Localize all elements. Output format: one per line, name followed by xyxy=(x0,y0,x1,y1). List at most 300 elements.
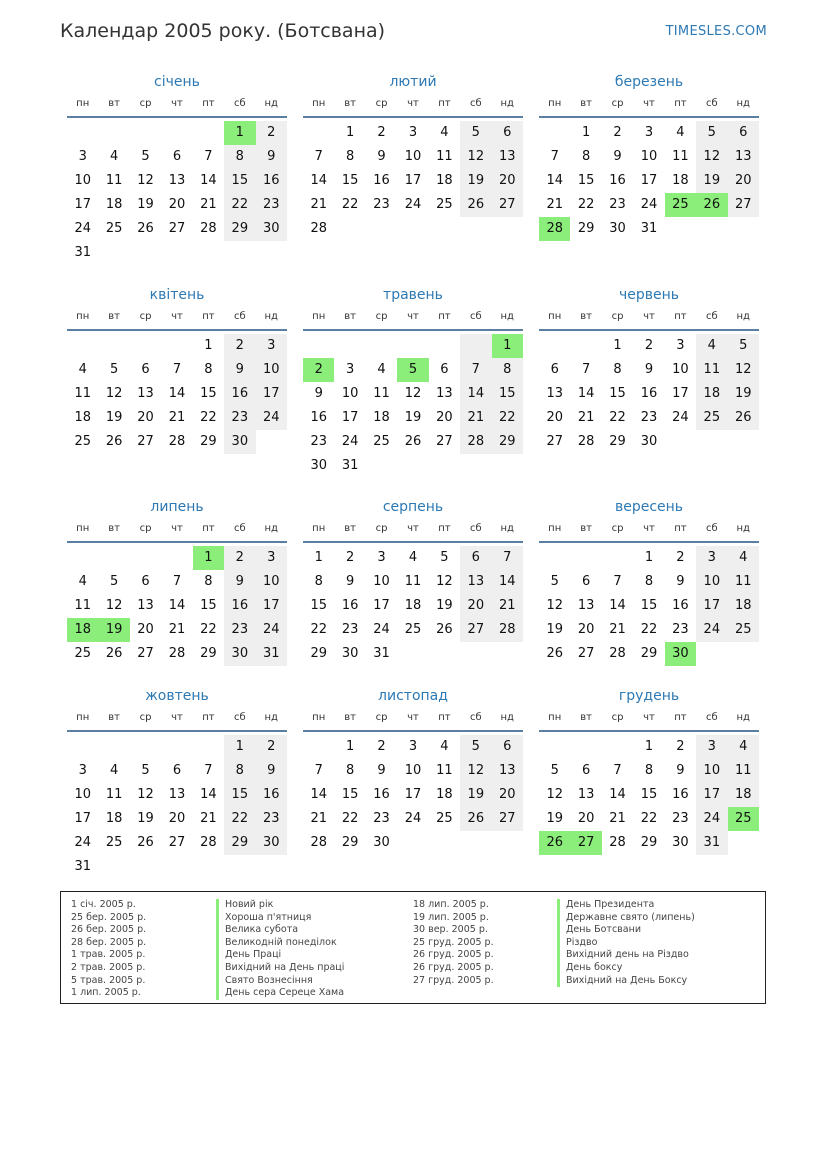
day-cell: 17 xyxy=(640,173,658,188)
day-cell: 15 xyxy=(640,598,658,613)
day-cell: 6 xyxy=(492,121,523,145)
empty-cell xyxy=(193,121,224,145)
day-cell: 23 xyxy=(256,807,287,831)
weekday-label: вт xyxy=(344,98,356,109)
day-cell: 16 xyxy=(341,598,359,613)
day-cell: 25 xyxy=(373,434,390,449)
day-cell: 6 xyxy=(550,362,559,377)
weekday-label: чт xyxy=(171,98,183,109)
day-cell: 15 xyxy=(341,173,359,188)
weekday-label: пт xyxy=(438,311,451,322)
weekday-label: ср xyxy=(611,311,624,322)
day-cell: 20 xyxy=(577,622,595,637)
day-cell: 19 xyxy=(137,197,154,212)
day-cell: 15 xyxy=(341,787,359,802)
day-cell: 5 xyxy=(460,735,491,759)
day-cell: 7 xyxy=(172,362,182,377)
day-cell: 13 xyxy=(577,787,595,802)
day-cell: 29 xyxy=(224,217,255,241)
day-cell: 10 xyxy=(640,149,658,164)
day-cell: 4 xyxy=(109,149,119,164)
day-cell: 17 xyxy=(404,787,422,802)
day-cell: 1 xyxy=(345,739,355,754)
day-cell: 7 xyxy=(204,149,213,164)
day-cell: 25 xyxy=(74,646,91,661)
day-cell: 22 xyxy=(341,197,359,212)
week-row xyxy=(67,334,287,358)
empty-cell xyxy=(98,735,129,759)
weekday-label: пн xyxy=(312,523,326,534)
day-cell: 11 xyxy=(74,386,91,401)
empty-cell xyxy=(397,831,428,855)
weekday-label: нд xyxy=(500,98,514,109)
empty-cell xyxy=(334,217,365,241)
day-cell: 9 xyxy=(377,763,386,778)
day-cell: 7 xyxy=(314,763,323,778)
day-cell: 11 xyxy=(696,358,727,382)
day-cell: 12 xyxy=(137,787,154,802)
weekday-label: нд xyxy=(500,311,514,322)
weekday-label: пт xyxy=(438,523,451,534)
day-cell: 13 xyxy=(577,598,595,613)
day-cell: 8 xyxy=(345,149,355,164)
day-cell: 15 xyxy=(200,386,217,401)
day-cell: 22 xyxy=(341,811,359,826)
holiday-name: День Праці xyxy=(216,949,344,962)
week-row xyxy=(539,193,759,217)
day-cell: 29 xyxy=(640,835,658,850)
day-cell: 13 xyxy=(492,145,523,169)
week-row xyxy=(539,759,759,783)
weekday-label: пн xyxy=(76,311,90,322)
day-cell: 8 xyxy=(644,574,654,589)
weekday-label: ср xyxy=(375,523,388,534)
month-name: квітень xyxy=(149,287,205,303)
day-cell: 19 xyxy=(137,811,154,826)
day-cell: 22 xyxy=(609,410,626,425)
month-block xyxy=(539,497,759,666)
day-cell: 31 xyxy=(256,642,287,666)
day-cell: 11 xyxy=(436,149,453,164)
weekday-label: вт xyxy=(108,712,120,723)
day-cell: 24 xyxy=(341,434,359,449)
week-row xyxy=(539,594,759,618)
empty-cell xyxy=(67,334,98,358)
day-cell: 16 xyxy=(224,382,255,406)
day-cell: 14 xyxy=(492,570,523,594)
month-name: листопад xyxy=(378,688,448,704)
day-cell: 3 xyxy=(696,546,727,570)
day-cell: 6 xyxy=(492,735,523,759)
day-cell: 4 xyxy=(440,739,449,754)
day-cell: 1 xyxy=(314,550,323,565)
empty-cell xyxy=(98,241,129,265)
week-row xyxy=(303,169,523,193)
day-cell: 23 xyxy=(341,622,359,637)
empty-cell xyxy=(224,855,255,879)
day-cell: 2 xyxy=(224,334,255,358)
day-cell: 13 xyxy=(137,386,154,401)
day-cell: 31 xyxy=(341,458,359,473)
day-cell: 26 xyxy=(137,835,154,850)
weekday-label: ср xyxy=(375,712,388,723)
week-row xyxy=(67,358,287,382)
empty-cell xyxy=(696,430,727,454)
empty-cell xyxy=(492,217,523,241)
day-cell: 29 xyxy=(341,835,359,850)
week-row xyxy=(539,783,759,807)
day-cell: 12 xyxy=(546,598,563,613)
day-cell: 14 xyxy=(310,787,327,802)
day-cell: 4 xyxy=(377,362,386,377)
day-cell: 2 xyxy=(676,550,685,565)
weekday-label: чт xyxy=(643,98,655,109)
day-cell: 26 xyxy=(460,193,491,217)
day-cell: 25 xyxy=(436,197,453,212)
day-cell: 3 xyxy=(408,739,418,754)
day-cell: 6 xyxy=(581,574,591,589)
week-row xyxy=(303,618,523,642)
day-cell: 5 xyxy=(460,121,491,145)
weekday-header xyxy=(303,517,523,543)
day-cell: 29 xyxy=(492,430,523,454)
day-cell: 7 xyxy=(550,149,559,164)
day-cell: 29 xyxy=(609,434,626,449)
day-cell: 30 xyxy=(224,430,255,454)
day-cell: 13 xyxy=(546,386,563,401)
day-cell: 5 xyxy=(550,574,559,589)
month-name: вересень xyxy=(614,499,684,515)
holiday-date: 28 бер. 2005 р. xyxy=(71,936,147,948)
day-cell: 15 xyxy=(224,169,255,193)
week-row xyxy=(539,406,759,430)
day-cell: 28 xyxy=(200,221,217,236)
day-cell: 16 xyxy=(672,787,689,802)
empty-cell xyxy=(67,735,98,759)
day-cell: 3 xyxy=(78,149,87,164)
empty-cell xyxy=(696,217,727,241)
day-cell: 21 xyxy=(310,197,327,212)
day-cell: 6 xyxy=(581,763,591,778)
weekday-label: сб xyxy=(469,98,482,109)
week-row xyxy=(67,217,287,241)
day-cell: 16 xyxy=(373,787,390,802)
empty-cell xyxy=(98,855,129,879)
empty-cell xyxy=(193,855,224,879)
day-cell: 7 xyxy=(460,358,491,382)
holiday-date: 25 груд. 2005 р. xyxy=(413,936,494,948)
month-name: серпень xyxy=(382,499,444,515)
empty-cell xyxy=(570,546,601,570)
weekday-label: вт xyxy=(580,98,592,109)
week-row xyxy=(539,618,759,642)
empty-cell xyxy=(130,241,161,265)
day-cell: 30 xyxy=(373,835,390,850)
day-cell: 26 xyxy=(436,622,453,637)
day-cell: 17 xyxy=(74,197,91,212)
day-cell: 10 xyxy=(74,787,91,802)
day-cell: 3 xyxy=(644,125,654,140)
day-cell: 3 xyxy=(696,735,727,759)
day-cell: 9 xyxy=(345,574,355,589)
weekday-header xyxy=(539,706,759,732)
day-cell: 13 xyxy=(460,570,491,594)
week-row xyxy=(67,406,287,430)
day-cell: 17 xyxy=(74,811,91,826)
day-cell: 9 xyxy=(676,763,685,778)
empty-cell xyxy=(665,217,696,241)
day-cell: 1 xyxy=(644,550,654,565)
day-cell: 5 xyxy=(728,334,759,358)
weekday-header xyxy=(67,517,287,543)
empty-cell xyxy=(602,735,633,759)
weekday-label: чт xyxy=(407,712,419,723)
day-cell: 18 xyxy=(696,382,727,406)
day-cell: 30 xyxy=(224,642,255,666)
day-cell: 20 xyxy=(492,783,523,807)
day-cell: 18 xyxy=(67,618,98,642)
week-row xyxy=(67,831,287,855)
holiday-name: Новий рік xyxy=(216,899,344,912)
weekday-label: ср xyxy=(139,98,152,109)
day-cell: 22 xyxy=(492,406,523,430)
day-cell: 16 xyxy=(310,410,327,425)
day-cell: 23 xyxy=(224,618,255,642)
day-cell: 26 xyxy=(137,221,154,236)
day-cell: 5 xyxy=(141,149,150,164)
day-cell: 8 xyxy=(224,759,255,783)
week-row xyxy=(539,546,759,570)
day-cell: 15 xyxy=(224,783,255,807)
day-cell: 13 xyxy=(137,598,154,613)
empty-cell xyxy=(161,546,192,570)
day-cell: 15 xyxy=(609,386,626,401)
day-cell: 9 xyxy=(256,759,287,783)
day-cell: 29 xyxy=(200,434,217,449)
legend-dates-right xyxy=(413,899,494,987)
week-row xyxy=(303,642,523,666)
day-cell: 25 xyxy=(696,406,727,430)
empty-cell xyxy=(303,735,334,759)
month-block xyxy=(539,686,759,855)
day-cell: 22 xyxy=(640,811,658,826)
day-cell: 6 xyxy=(141,574,150,589)
empty-cell xyxy=(161,334,192,358)
day-cell: 18 xyxy=(105,811,123,826)
day-cell: 10 xyxy=(74,173,91,188)
day-cell: 12 xyxy=(404,386,422,401)
day-cell: 14 xyxy=(310,173,327,188)
day-cell: 31 xyxy=(640,221,658,236)
day-cell: 12 xyxy=(105,598,123,613)
day-cell: 29 xyxy=(310,646,327,661)
day-cell: 1 xyxy=(224,121,255,145)
day-cell: 26 xyxy=(105,646,123,661)
day-cell: 3 xyxy=(377,550,386,565)
week-row xyxy=(67,169,287,193)
day-cell: 1 xyxy=(193,546,224,570)
weekday-header xyxy=(303,92,523,118)
month-block xyxy=(303,72,523,241)
day-cell: 27 xyxy=(436,434,453,449)
day-cell: 28 xyxy=(609,835,626,850)
day-cell: 11 xyxy=(404,574,422,589)
week-row xyxy=(539,358,759,382)
day-cell: 25 xyxy=(728,618,759,642)
holiday-date: 1 трав. 2005 р. xyxy=(71,949,146,961)
empty-cell xyxy=(161,121,192,145)
day-cell: 21 xyxy=(460,406,491,430)
empty-cell xyxy=(429,454,460,478)
week-row xyxy=(539,217,759,241)
day-cell: 27 xyxy=(546,434,563,449)
weekday-label: пн xyxy=(548,523,562,534)
weekday-label: вт xyxy=(580,712,592,723)
day-cell: 14 xyxy=(460,382,491,406)
month-block xyxy=(67,497,287,666)
month-block xyxy=(67,686,287,879)
weekday-label: сб xyxy=(233,311,246,322)
day-cell: 13 xyxy=(728,145,759,169)
day-cell: 29 xyxy=(577,221,595,236)
week-row xyxy=(303,570,523,594)
week-row xyxy=(67,855,287,879)
holiday-name: День боксу xyxy=(557,962,695,975)
weekday-label: сб xyxy=(705,98,718,109)
day-cell: 23 xyxy=(672,622,689,637)
day-cell: 8 xyxy=(581,149,591,164)
week-row xyxy=(303,807,523,831)
day-cell: 1 xyxy=(224,735,255,759)
day-cell: 13 xyxy=(436,386,453,401)
day-cell: 27 xyxy=(492,193,523,217)
empty-cell xyxy=(256,430,287,454)
day-cell: 7 xyxy=(492,546,523,570)
day-cell: 24 xyxy=(256,618,287,642)
week-row xyxy=(303,406,523,430)
day-cell: 21 xyxy=(492,594,523,618)
day-cell: 25 xyxy=(665,193,696,217)
day-cell: 1 xyxy=(204,338,213,353)
day-cell: 11 xyxy=(373,386,390,401)
day-cell: 9 xyxy=(613,149,622,164)
empty-cell xyxy=(728,430,759,454)
month-name: жовтень xyxy=(145,688,209,704)
day-cell: 8 xyxy=(204,362,213,377)
day-cell: 2 xyxy=(644,338,654,353)
empty-cell xyxy=(130,855,161,879)
holiday-date: 27 груд. 2005 р. xyxy=(413,974,494,986)
empty-cell xyxy=(98,121,129,145)
day-cell: 23 xyxy=(609,197,626,212)
day-cell: 22 xyxy=(200,410,217,425)
day-cell: 23 xyxy=(256,193,287,217)
site-link[interactable]: TIMESLES.COM xyxy=(665,24,767,39)
week-row xyxy=(67,241,287,265)
holiday-date: 19 лип. 2005 р. xyxy=(413,911,489,923)
week-row xyxy=(303,454,523,478)
day-cell: 15 xyxy=(492,382,523,406)
day-cell: 30 xyxy=(640,434,658,449)
holiday-name: Великодній понеділок xyxy=(216,937,344,950)
day-cell: 31 xyxy=(696,831,727,855)
day-cell: 19 xyxy=(460,169,491,193)
empty-cell xyxy=(397,334,428,358)
empty-cell xyxy=(429,831,460,855)
day-cell: 11 xyxy=(728,570,759,594)
weekday-label: ср xyxy=(611,712,624,723)
empty-cell xyxy=(193,735,224,759)
weekday-label: сб xyxy=(469,311,482,322)
empty-cell xyxy=(334,334,365,358)
weekday-label: ср xyxy=(375,311,388,322)
empty-cell xyxy=(728,831,759,855)
day-cell: 20 xyxy=(137,622,154,637)
day-cell: 2 xyxy=(377,125,386,140)
weekday-label: пт xyxy=(674,523,687,534)
day-cell: 1 xyxy=(613,338,622,353)
weekday-label: пн xyxy=(312,712,326,723)
day-cell: 8 xyxy=(224,145,255,169)
month-block xyxy=(303,686,523,855)
day-cell: 21 xyxy=(200,197,217,212)
day-cell: 12 xyxy=(546,787,563,802)
day-cell: 7 xyxy=(314,149,323,164)
weekday-header xyxy=(303,305,523,331)
holiday-name: День Ботсвани xyxy=(557,924,695,937)
empty-cell xyxy=(460,334,491,358)
week-row xyxy=(303,430,523,454)
week-row xyxy=(67,783,287,807)
day-cell: 10 xyxy=(404,763,422,778)
day-cell: 16 xyxy=(256,783,287,807)
day-cell: 8 xyxy=(345,763,355,778)
week-row xyxy=(67,618,287,642)
day-cell: 24 xyxy=(404,811,422,826)
empty-cell xyxy=(130,121,161,145)
day-cell: 15 xyxy=(310,598,327,613)
holiday-date: 18 лип. 2005 р. xyxy=(413,899,489,910)
day-cell: 9 xyxy=(377,149,386,164)
day-cell: 20 xyxy=(460,594,491,618)
day-cell: 20 xyxy=(546,410,563,425)
holiday-date: 1 лип. 2005 р. xyxy=(71,987,141,999)
week-row xyxy=(539,642,759,666)
page-title: Календар 2005 року. (Ботсвана) xyxy=(60,20,386,42)
day-cell: 11 xyxy=(105,787,123,802)
weekday-label: сб xyxy=(233,98,246,109)
weekday-label: чт xyxy=(171,311,183,322)
day-cell: 7 xyxy=(613,763,622,778)
holiday-legend xyxy=(60,891,766,1004)
day-cell: 24 xyxy=(74,835,91,850)
weekday-label: нд xyxy=(736,712,750,723)
day-cell: 28 xyxy=(460,430,491,454)
day-cell: 13 xyxy=(168,787,186,802)
day-cell: 21 xyxy=(168,410,186,425)
day-cell: 23 xyxy=(224,406,255,430)
day-cell: 18 xyxy=(105,197,123,212)
weekday-label: вт xyxy=(108,523,120,534)
day-cell: 18 xyxy=(436,173,453,188)
weekday-label: пн xyxy=(76,98,90,109)
week-row xyxy=(539,382,759,406)
day-cell: 26 xyxy=(404,434,422,449)
day-cell: 5 xyxy=(397,358,428,382)
day-cell: 13 xyxy=(492,759,523,783)
weekday-label: ср xyxy=(375,98,388,109)
month-name: липень xyxy=(150,499,204,515)
